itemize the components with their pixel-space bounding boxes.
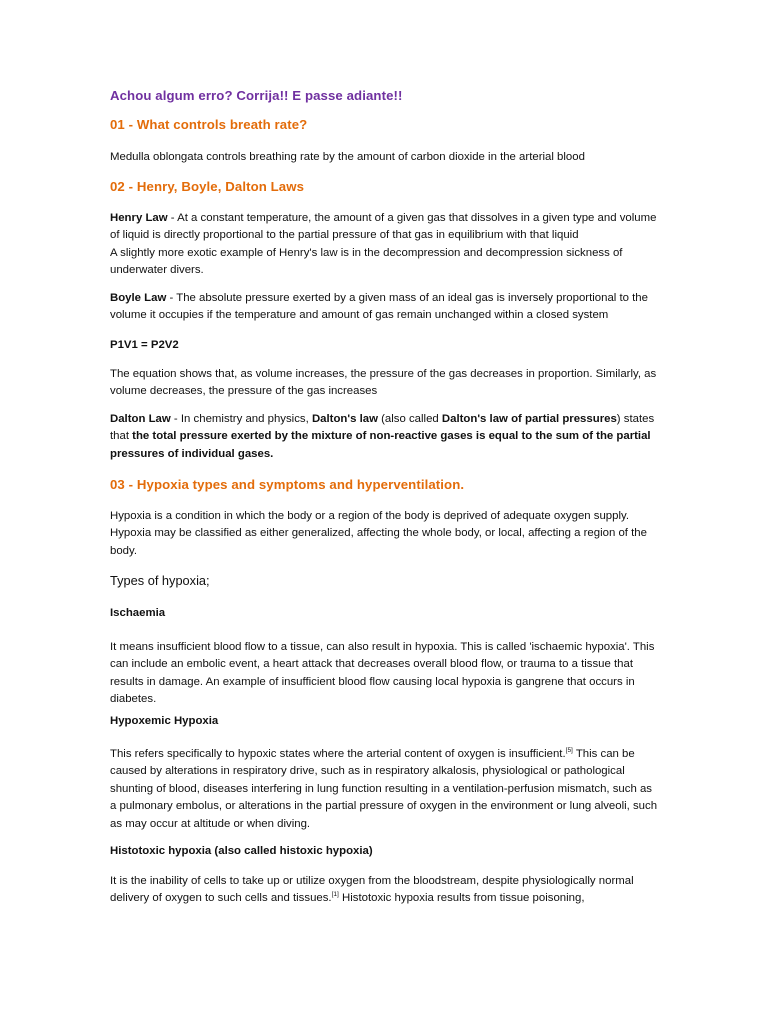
section-1-heading: 01 - What controls breath rate? <box>110 117 308 132</box>
henry-law-definition: At a constant temperature, the amount of a given gas that dissolves in a given type and volume of liquid is directly proportional to the partial pressure of that gas in equilibrium with that liquid <box>110 212 657 242</box>
hypoxemic-hypoxia-text <box>110 746 660 833</box>
dalton-law-statement: the total pressure exerted by the mixture of non-reactive gases is equal to the sum of the partial pressures of individual gases. <box>110 430 651 460</box>
dalton-law-alt-term: Dalton's law of partial pressures <box>441 413 617 425</box>
dalton-law-label: Dalton Law <box>110 413 171 425</box>
boyle-law-paragraph <box>110 290 660 325</box>
dalton-law-term: Dalton's law <box>311 413 378 425</box>
types-of-hypoxia-heading: Types of hypoxia; <box>110 573 210 588</box>
henry-law-separator: - <box>167 212 178 224</box>
citation-5[interactable]: [5] <box>565 747 573 755</box>
ischaemia-label: Ischaemia <box>110 607 166 619</box>
histotoxic-hypoxia-text <box>110 873 660 908</box>
dalton-law-text-3: ) states that <box>110 413 655 443</box>
dalton-law-text-1: In chemistry and physics, <box>180 413 312 425</box>
boyle-equation: P1V1 = P2V2 <box>110 339 179 351</box>
histotoxic-text-2: Histotoxic hypoxia results from tissue poisoning, <box>338 892 585 905</box>
henry-law-paragraph <box>110 210 660 280</box>
ischaemia-text: It means insufficient blood flow to a tissue, can also result in hypoxia. This is called 'ischaemic hypoxia'. This can include an embolic event, a heart attack that decreases overall blood flow, or trauma to a tissue that results in damage. An example of insufficient blood flow causing local hypoxia is gangrene that occurs in diabetes. <box>110 641 655 706</box>
hypoxemic-text-1: This refers specifically to hypoxic states where the arterial content of oxygen is insufficient. <box>110 748 566 760</box>
hypoxia-intro: Hypoxia is a condition in which the body or a region of the body is deprived of adequate oxygen supply. Hypoxia may be classified as either generalized, affecting the whole body, or local, affecting a region of the body. <box>110 510 647 557</box>
citation-1[interactable]: [1] <box>331 891 339 899</box>
hypoxemic-hypoxia-label: Hypoxemic Hypoxia <box>110 715 219 727</box>
dalton-law-separator: - <box>170 413 181 425</box>
equation-explanation: The equation shows that, as volume increases, the pressure of the gas decreases in proportion. Similarly, as volume decreases, the pressure of the gas increases <box>110 368 657 398</box>
banner-heading: Achou algum erro? Corrija!! E passe adiante!! <box>110 88 403 103</box>
boyle-law-label: Boyle Law <box>110 292 167 304</box>
boyle-law-separator: - <box>166 292 177 304</box>
histotoxic-hypoxia-label: Histotoxic hypoxia (also called histoxic hypoxia) <box>110 845 373 857</box>
section-3-heading: 03 - Hypoxia types and symptoms and hyperventilation. <box>110 477 465 492</box>
hypoxemic-text-2: This can be caused by alterations in respiratory drive, such as in respiratory alkalosis, physiological or pathological shunting of blood, diseases interfering in lung function resulting in a ventilation-perfusion mismatch, such as a pulmonary embolus, or alterations in the partial pressure of oxygen in the environment or lung alveoli, such as may occur at altitude or when diving. <box>110 748 658 830</box>
section-2-heading: 02 - Henry, Boyle, Dalton Laws <box>110 179 305 194</box>
henry-law-example: A slightly more exotic example of Henry's law is in the decompression and decompression sickness of underwater divers. <box>110 246 623 277</box>
histotoxic-text-1: It is the inability of cells to take up or utilize oxygen from the bloodstream, despite physiologically normal delivery of oxygen to such cells and tissues. <box>110 875 634 905</box>
dalton-law-text-2: (also called <box>377 413 442 425</box>
boyle-law-definition: The absolute pressure exerted by a given mass of an ideal gas is inversely proportional to the volume it occupies if the temperature and amount of gas remain unchanged within a closed system <box>110 292 648 322</box>
section-1-text: Medulla oblongata controls breathing rate by the amount of carbon dioxide in the arterial blood <box>110 151 585 163</box>
henry-law-label: Henry Law <box>110 212 168 224</box>
dalton-law-paragraph <box>110 411 660 463</box>
